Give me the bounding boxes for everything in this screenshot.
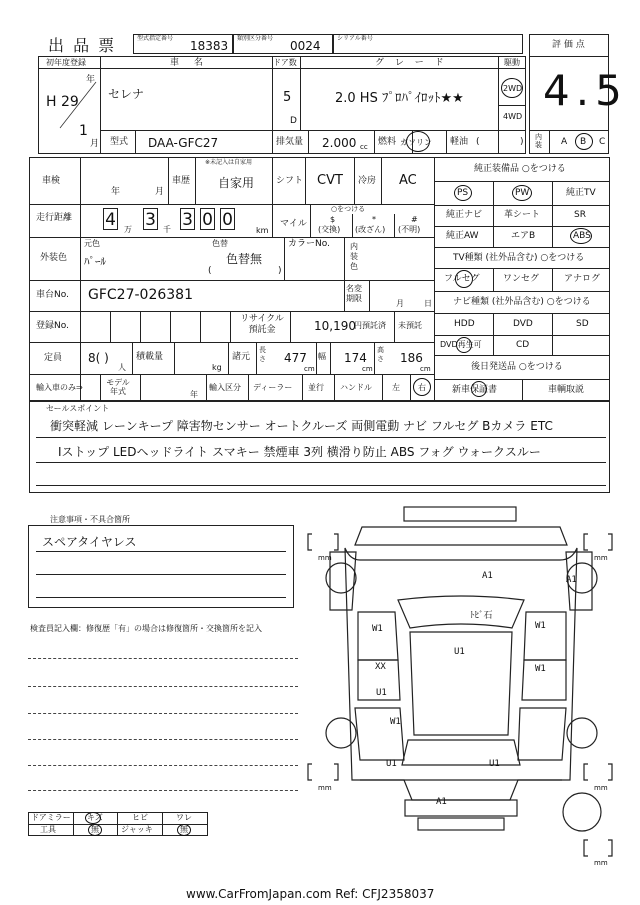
- import-cat-label: 輸入区分: [209, 383, 241, 392]
- diagram-rear-body: [360, 780, 562, 800]
- first-reg-year-unit: 年: [86, 75, 96, 85]
- header-title: 出 品 票: [48, 36, 117, 55]
- mileage-digit-1: 4: [103, 208, 118, 230]
- tools-value: 無: [91, 825, 99, 834]
- dims-label: 諸元: [232, 352, 251, 362]
- jack-value: 無: [180, 825, 188, 834]
- door-mirror-value: キズ: [87, 813, 103, 822]
- diagram-quarter-rr: [518, 708, 566, 760]
- diagram-wheel-rl: [326, 718, 356, 748]
- chassis-expiry-label: 名変期限: [346, 284, 362, 303]
- equip-pw: PW: [515, 188, 530, 198]
- displacement-value: 2.000: [322, 136, 357, 150]
- score-label: 評 価 点: [552, 40, 585, 50]
- doors-value: 5: [283, 90, 292, 105]
- diagram-door-fl: [358, 612, 398, 660]
- diagram-front-bumper: [404, 507, 516, 521]
- hei-label: 高さ: [377, 346, 384, 363]
- color-change-label: 色替: [212, 239, 228, 248]
- capacity-value: 8( ): [88, 351, 109, 365]
- diagram-rear-window: [402, 740, 520, 765]
- navi-hdd: HDD: [454, 319, 475, 329]
- docs-manual: 車輌取説: [548, 385, 585, 395]
- mark-left-rear-quarter: W1: [390, 717, 401, 727]
- model-no-value: 18383: [190, 39, 229, 53]
- jack-label: ジャッキ: [121, 825, 153, 834]
- sales-points-line1: 衝突軽減 レーンキープ 障害物センサー オートクルーズ 両側電動 ナビ フルセグ Bカメラ ETC: [50, 419, 553, 433]
- color-orig-value: ﾊﾟｰﾙ: [84, 255, 106, 268]
- handle-left: 左: [392, 383, 400, 392]
- mark-front-right-fender: A1: [566, 575, 577, 585]
- docs-warranty: 新車保証書: [452, 385, 498, 395]
- color-label: 外装色: [40, 253, 68, 263]
- mileage-circle-note: ○をつける: [331, 205, 366, 213]
- color-orig-label: 元色: [84, 239, 100, 248]
- first-reg-era-year: H 29: [46, 94, 79, 110]
- tv-analog: アナログ: [564, 274, 601, 284]
- diagram-quarter-rl: [355, 708, 404, 760]
- chassis-day-unit: 日: [424, 299, 432, 308]
- mileage-opt3: (不明): [398, 225, 421, 234]
- diagram-left-fender: [330, 552, 356, 610]
- footer-text: www.CarFromJapan.com Ref: CFJ2358037: [186, 887, 435, 901]
- mm-label-spare: mm: [594, 859, 608, 867]
- class-no-value: 0024: [290, 39, 321, 53]
- fuel-alt-label: 軽油: [450, 137, 469, 147]
- mark-right-rear-door: W1: [535, 664, 546, 674]
- interior-opt-b: B: [580, 137, 587, 147]
- equip-aw: 純正AW: [446, 231, 479, 241]
- chassis-month-unit: 月: [396, 299, 404, 308]
- mark-left-sill: U1: [376, 688, 387, 698]
- inspection-month-unit: 月: [155, 187, 165, 197]
- mark-left-front-door: W1: [372, 624, 383, 634]
- inspection-year-unit: 年: [111, 187, 121, 197]
- recycle-label: リサイクル預託金: [240, 314, 284, 335]
- car-name-label: 車 名: [170, 58, 209, 68]
- first-reg-month-unit: 月: [90, 139, 100, 149]
- break-label: ワレ: [176, 813, 192, 822]
- diagram-door-fr: [524, 612, 566, 660]
- inspection-note: ※未記入は自家用: [205, 159, 253, 166]
- reg-no-label: 登録No.: [36, 321, 69, 331]
- mark-rear-right: U1: [489, 759, 500, 769]
- navi-title: ナビ種類 (社外品含む) ○をつける: [453, 297, 591, 307]
- tv-oneseg: ワンセグ: [503, 274, 540, 284]
- tools-label: 工具: [40, 825, 56, 834]
- inspector-label: 検査員記入欄：修復歴「有」の場合は修復箇所・交換箇所を記入: [30, 624, 262, 633]
- mark-right-front-door: W1: [535, 621, 546, 631]
- tv-title: TV種類 (社外品含む) ○をつける: [453, 253, 585, 263]
- diagram-spare-wheel: [563, 793, 601, 831]
- grade-value: 2.0 HS ﾌﾟﾛﾊﾟｲﾛｯﾄ★★: [335, 91, 464, 106]
- model-type-value: DAA-GFC27: [148, 136, 219, 150]
- mileage-unit-man: 万: [124, 225, 132, 234]
- color-change-value: 色替無: [226, 252, 263, 266]
- interior-label: 内装: [535, 133, 542, 149]
- fuel-label: 燃料: [378, 137, 397, 147]
- chassis-value: GFC27-026381: [88, 287, 193, 303]
- import-label: 輸入車のみ⇒: [36, 383, 83, 392]
- mm-label-fl: mm: [318, 554, 332, 562]
- drive-2wd: 2WD: [503, 84, 523, 93]
- color-no-label: カラーNo.: [288, 239, 330, 249]
- mileage-label: 走行距離: [36, 213, 73, 223]
- model-no-label: 型式指定番号: [137, 35, 174, 42]
- docs-title: 後日発送品 ○をつける: [471, 362, 563, 372]
- equip-ps: PS: [457, 188, 469, 198]
- door-mirror-label: ドアミラー: [31, 813, 71, 822]
- wid-unit: cm: [362, 365, 373, 373]
- score-value: 4.5: [543, 66, 628, 115]
- interior-opt-c: C: [599, 137, 606, 147]
- drive-label: 駆動: [504, 58, 520, 67]
- displacement-unit: cc: [360, 143, 368, 151]
- len-value: 477: [284, 351, 307, 365]
- mark-left-rear-door: XX: [375, 662, 386, 672]
- equipment-title: 純正装備品 ○をつける: [474, 164, 566, 174]
- mileage-digit-4: 0: [200, 208, 215, 230]
- recycle-unit: 円預託済: [354, 321, 386, 330]
- car-history-value: 自家用: [218, 176, 255, 190]
- sales-points-line2: Iストップ LEDヘッドライト スマキー 禁煙車 3列 横滑り防止 ABS フォグ ウォークスルー: [58, 445, 541, 459]
- chassis-label: 車台No.: [36, 290, 69, 300]
- model-year-unit: 年: [190, 390, 198, 399]
- wid-label: 幅: [318, 352, 326, 361]
- equip-tv: 純正TV: [566, 188, 596, 198]
- model-year-label: モデル年式: [106, 378, 130, 396]
- navi-dvd: DVD: [513, 319, 533, 329]
- inspection-label: 車検: [42, 176, 61, 186]
- fuel-value: ガソリン: [400, 138, 432, 147]
- shift-value: CVT: [317, 173, 343, 188]
- class-no-label: 類別区分番号: [237, 35, 274, 42]
- equip-sr: SR: [574, 210, 586, 220]
- color-paren-close: ): [278, 266, 282, 276]
- notes-label: 注意事項・不具合箇所: [50, 515, 130, 524]
- color-paren-open: (: [208, 266, 212, 276]
- mileage-opt3-sym: #: [411, 215, 418, 224]
- diagram-windshield: [398, 596, 524, 628]
- diagram-rear-bumper: [405, 797, 517, 816]
- import-parallel: 並行: [308, 383, 324, 392]
- mileage-opt2-sym: *: [372, 215, 376, 224]
- drive-4wd: 4WD: [503, 112, 523, 121]
- handle-label: ハンドル: [340, 383, 372, 392]
- mile-label: マイル: [280, 219, 307, 229]
- wid-value: 174: [344, 351, 367, 365]
- import-dealer: ディーラー: [253, 383, 293, 392]
- not-deposited: 未預託: [398, 321, 422, 330]
- hei-value: 186: [400, 351, 423, 365]
- navi-cd: CD: [516, 340, 530, 350]
- mm-label-rr: mm: [594, 784, 608, 792]
- equip-navi: 純正ナビ: [446, 210, 483, 220]
- recycle-value: 10,190: [314, 319, 356, 333]
- sales-points-label: セールスポイント: [46, 404, 110, 413]
- diagram-hood: [355, 527, 567, 545]
- notes-line1: スペアタイヤレス: [42, 535, 137, 549]
- interior-opt-a: A: [561, 137, 568, 147]
- len-unit: cm: [304, 365, 315, 373]
- load-unit: kg: [212, 363, 222, 372]
- fuel-paren-close: ): [520, 137, 524, 147]
- mileage-opt2: (改ざん): [355, 225, 386, 234]
- mark-windshield: ﾄﾋﾞ石: [470, 611, 493, 621]
- capacity-unit: 人: [118, 363, 126, 372]
- equip-airbag: エアB: [511, 231, 536, 241]
- mark-front-bumper: A1: [482, 571, 493, 581]
- mark-rear-left: U1: [386, 759, 397, 769]
- int-color-label: 内装色: [350, 242, 358, 271]
- navi-sd: SD: [576, 319, 589, 329]
- equip-leather: 革シート: [504, 210, 541, 220]
- mileage-unit-sen: 千: [163, 225, 171, 234]
- fuel-paren-open: (: [476, 137, 480, 147]
- shift-label: シフト: [276, 176, 304, 186]
- mileage-opt1-sym: $: [330, 215, 336, 224]
- len-label: 長さ: [259, 346, 266, 363]
- crack-label: ヒビ: [132, 813, 148, 822]
- mileage-opt1: (交換): [318, 225, 341, 234]
- serial-label: シリアル番号: [337, 35, 373, 42]
- capacity-label: 定員: [44, 353, 63, 363]
- equip-abs: ABS: [573, 231, 591, 241]
- mm-label-rl: mm: [318, 784, 332, 792]
- load-label: 積載量: [136, 352, 164, 362]
- mileage-digit-5: 0: [220, 208, 235, 230]
- mileage-digit-2: 3: [143, 208, 158, 230]
- mm-label-fr: mm: [594, 554, 608, 562]
- doors-sub: D: [290, 116, 297, 126]
- doors-label: ドア数: [273, 58, 297, 67]
- car-history-label: 車歴: [172, 176, 191, 186]
- navi-dvd-play: DVD再生可: [440, 340, 482, 349]
- first-reg-month: 1: [79, 123, 88, 139]
- grade-label: グ レ ー ド: [375, 58, 448, 68]
- hei-unit: cm: [420, 365, 431, 373]
- tv-fullseg: フルセグ: [444, 274, 480, 284]
- mileage-unit-km: km: [256, 226, 269, 235]
- model-type-label: 型式: [110, 137, 129, 147]
- handle-right: 右: [418, 383, 426, 392]
- mark-roof: U1: [454, 647, 465, 657]
- diagram-rear-lower: [418, 818, 504, 830]
- car-name-value: セレナ: [108, 87, 145, 101]
- aircon-value: AC: [399, 173, 417, 188]
- mileage-digit-3: 3: [180, 208, 195, 230]
- displacement-label: 排気量: [276, 137, 304, 147]
- aircon-label: 冷房: [358, 176, 377, 186]
- first-reg-label: 初年度登録: [46, 58, 86, 67]
- mark-rear-bumper: A1: [436, 797, 447, 807]
